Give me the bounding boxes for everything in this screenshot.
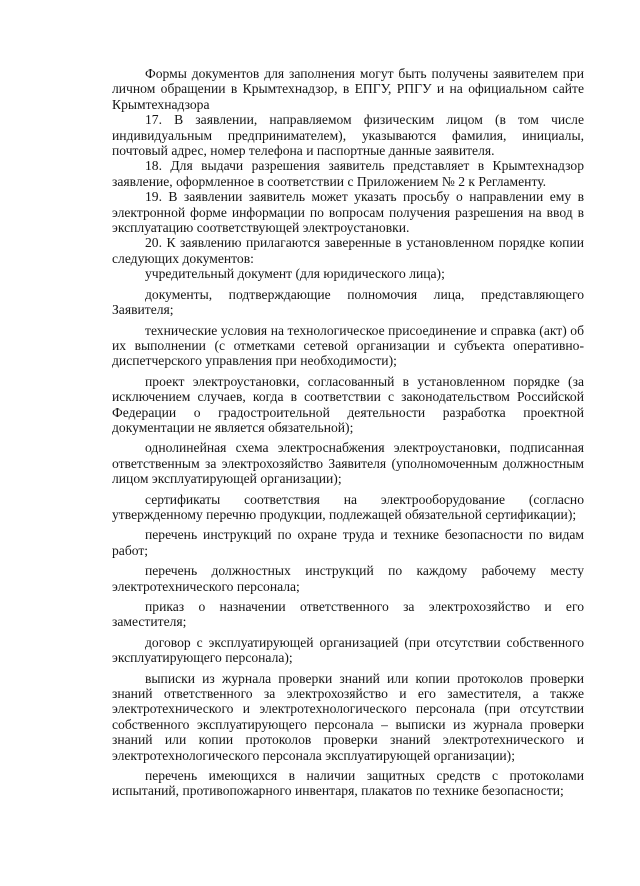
paragraph: документы, подтверждающие полномочия лица, представляющего Заявителя; xyxy=(112,286,584,318)
paragraph: сертификаты соответствия на электрооборудование (согласно утвержденному перечню продукции, подлежащей обязательной сертификации); xyxy=(112,491,584,522)
paragraph: однолинейная схема электроснабжения электроустановки, подписанная ответственным за электрохозяйство Заявителя (уполномоченным должностным лицом эксплуатирующей организации); xyxy=(112,440,584,487)
paragraph: Формы документов для заполнения могут быть получены заявителем при личном обращении в Крымтехнадзор, в ЕПГУ, РПГУ и на официальном сайте Крымтехнадзора xyxy=(112,66,584,112)
paragraph: договор с эксплуатирующей организацией (при отсутствии собственного эксплуатирующего персонала); xyxy=(112,634,584,666)
paragraph: 17. В заявлении, направляемом физическим лицом (в том числе индивидуальным предпринимателем), указываются фамилия, инициалы, почтовый адрес, номер телефона и паспортные данные заявителя. xyxy=(112,112,584,159)
paragraph: перечень должностных инструкций по каждому рабочему месту электротехнического персонала; xyxy=(112,563,584,594)
paragraph: проект электроустановки, согласованный в установленном порядке (за исключением случаев, когда в соответствии с законодательством Российской Федерации о градостроительной деятельности разработка проектной документации не является обязательной); xyxy=(112,373,584,435)
paragraph: учредительный документ (для юридического лица); xyxy=(145,266,445,282)
paragraph: 18. Для выдачи разрешения заявитель представляет в Крымтехнадзор заявление, оформленное в соответствии с Приложением № 2 к Регламенту. xyxy=(112,158,584,189)
paragraph: перечень инструкций по охране труда и технике безопасности по видам работ; xyxy=(112,527,584,558)
paragraph: выписки из журнала проверки знаний или копии протоколов проверки знаний ответственного за электрохозяйство и его заместителя, а также электротехнического и электротехнологического персонала (при отсутствии собственного эксплуатирующего персонала – выписки из журнала проверки знаний или копии протоколов проверки знаний электротехнического и электротехнологического персонала эксплуатирующей организации); xyxy=(112,670,584,763)
paragraph: приказ о назначении ответственного за электрохозяйство и его заместителя; xyxy=(112,599,584,630)
paragraph: перечень имеющихся в наличии защитных средств с протоколами испытаний, противопожарного инвентаря, плакатов по технике безопасности; xyxy=(112,768,584,799)
paragraph: 20. К заявлению прилагаются заверенные в установленном порядке копии следующих документов: xyxy=(112,235,584,266)
paragraph: 19. В заявлении заявитель может указать просьбу о направлении ему в электронной форме информации по вопросам получения разрешения на ввод в эксплуатацию соответствующей электроустановки. xyxy=(112,189,584,236)
paragraph: технические условия на технологическое присоединение и справка (акт) об их выполнении (с отметками сетевой организации и субъекта оперативно-диспетчерского управления при необходимости); xyxy=(112,322,584,369)
